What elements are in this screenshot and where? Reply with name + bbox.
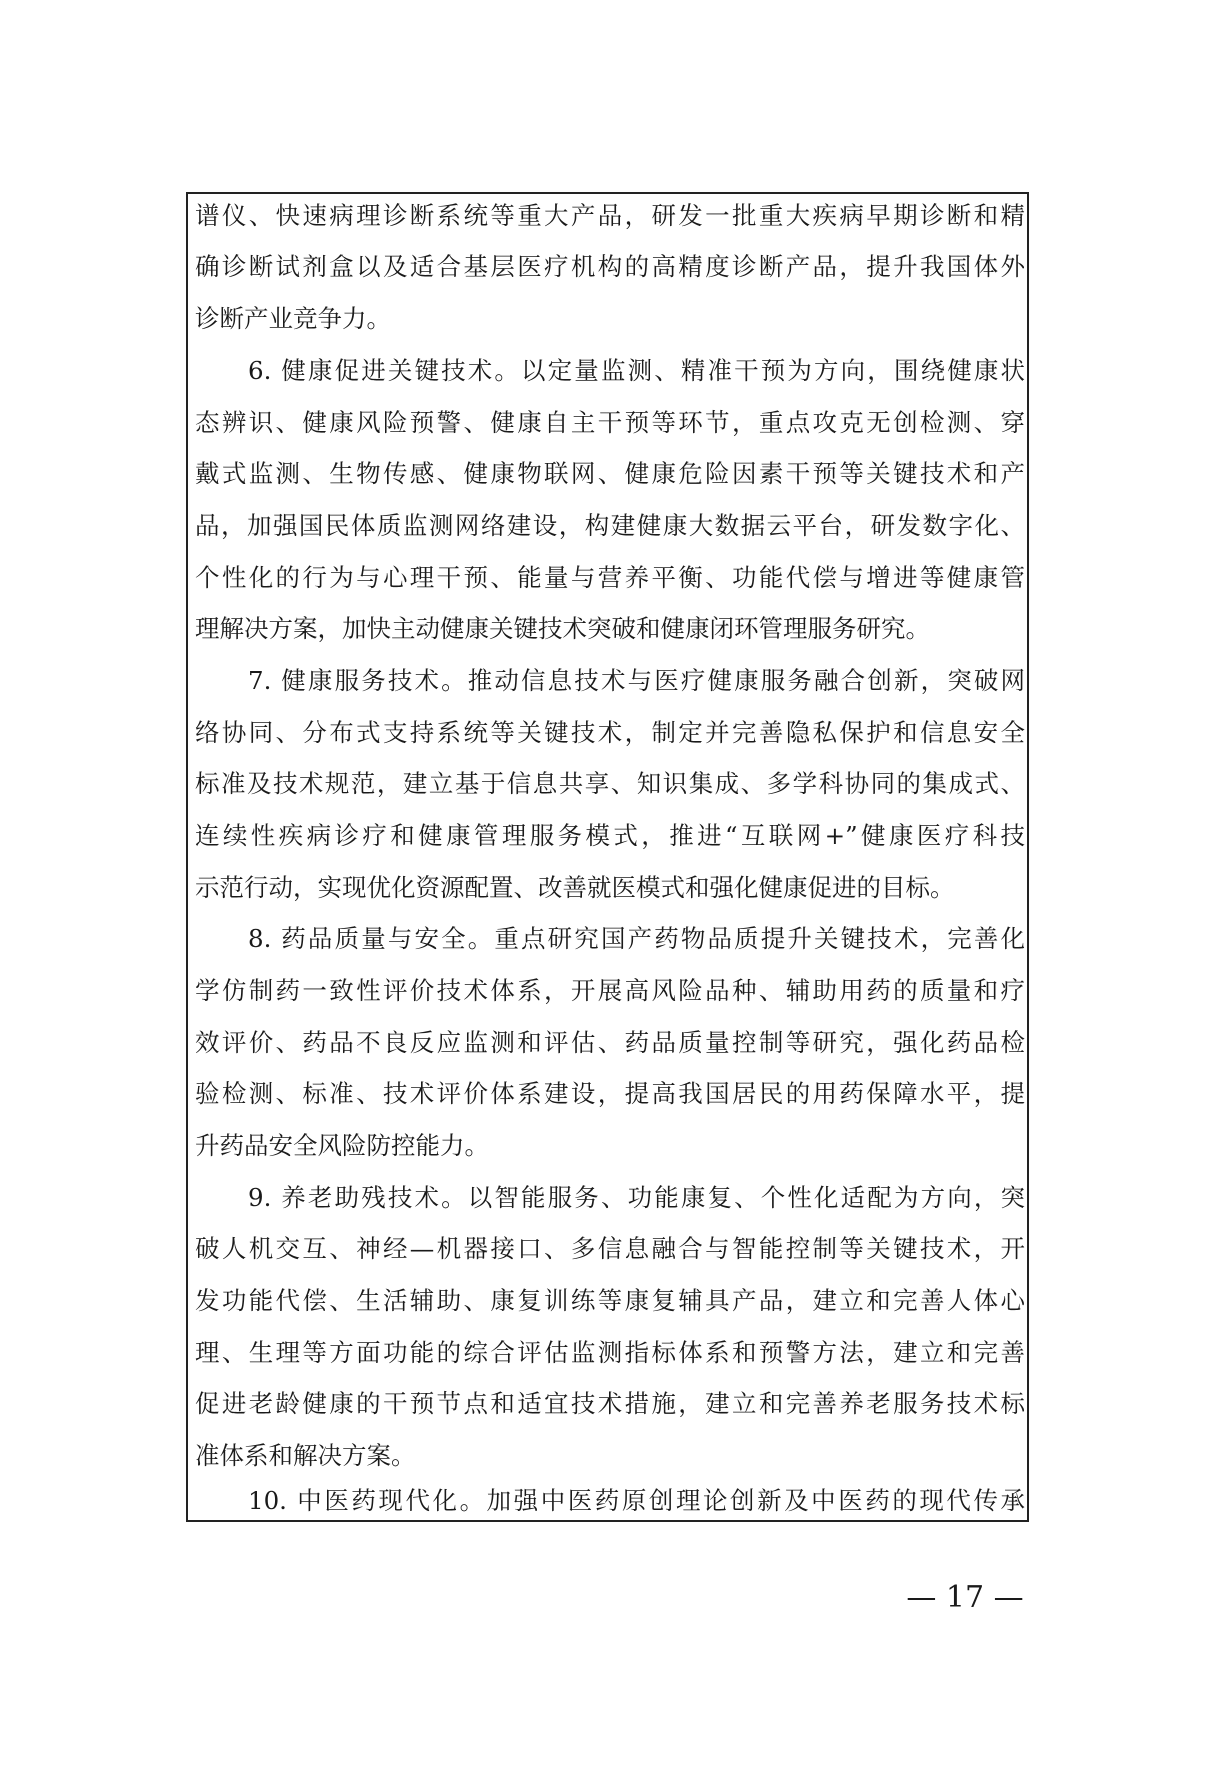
body-line-14: 示范行动，实现优化资源配置、改善就医模式和强化健康促进的目标。 [195,873,955,902]
body-line-1: 谱仪、快速病理诊断系统等重大产品，研发一批重大疾病早期诊断和精 [195,201,1025,230]
body-line-12: 标准及技术规范，建立基于信息共享、知识集成、多学科协同的集成式、 [195,769,1025,798]
body-line-26: 10. 中医药现代化。加强中医药原创理论创新及中医药的现代传承 [248,1486,1025,1515]
body-line-23: 理、生理等方面功能的综合评估监测指标体系和预警方法，建立和完善 [195,1338,1025,1367]
text-frame [186,192,1029,1522]
body-line-7: 品，加强国民体质监测网络建设，构建健康大数据云平台，研发数字化、 [195,511,1025,540]
body-line-16: 学仿制药一致性评价技术体系，开展高风险品种、辅助用药的质量和疗 [195,976,1025,1005]
body-line-22: 发功能代偿、生活辅助、康复训练等康复辅具产品，建立和完善人体心 [195,1286,1025,1315]
body-line-3: 诊断产业竞争力。 [195,304,391,333]
body-line-24: 促进老龄健康的干预节点和适宜技术措施，建立和完善养老服务技术标 [195,1389,1025,1418]
body-line-15: 8. 药品质量与安全。重点研究国产药物品质提升关键技术，完善化 [248,924,1025,953]
body-line-4: 6. 健康促进关键技术。以定量监测、精准干预为方向，围绕健康状 [248,356,1025,385]
page-number: — 17 — [906,1580,1024,1615]
body-line-19: 升药品安全风险防控能力。 [195,1131,489,1160]
body-line-10: 7. 健康服务技术。推动信息技术与医疗健康服务融合创新，突破网 [248,666,1025,695]
body-line-8: 个性化的行为与心理干预、能量与营养平衡、功能代偿与增进等健康管 [195,563,1025,592]
body-line-20: 9. 养老助残技术。以智能服务、功能康复、个性化适配为方向，突 [248,1183,1025,1212]
body-line-17: 效评价、药品不良反应监测和评估、药品质量控制等研究，强化药品检 [195,1028,1025,1057]
body-line-25: 准体系和解决方案。 [195,1441,416,1470]
body-line-2: 确诊断试剂盒以及适合基层医疗机构的高精度诊断产品，提升我国体外 [195,252,1025,281]
body-line-5: 态辨识、健康风险预警、健康自主干预等环节，重点攻克无创检测、穿 [195,408,1025,437]
body-line-6: 戴式监测、生物传感、健康物联网、健康危险因素干预等关键技术和产 [195,459,1025,488]
body-line-11: 络协同、分布式支持系统等关键技术，制定并完善隐私保护和信息安全 [195,718,1025,747]
body-line-13: 连续性疾病诊疗和健康管理服务模式，推进“互联网+”健康医疗科技 [195,821,1025,850]
body-line-21: 破人机交互、神经—机器接口、多信息融合与智能控制等关键技术，开 [195,1234,1025,1263]
body-line-9: 理解决方案，加快主动健康关键技术突破和健康闭环管理服务研究。 [195,614,930,643]
body-line-18: 验检测、标准、技术评价体系建设，提高我国居民的用药保障水平，提 [195,1079,1025,1108]
